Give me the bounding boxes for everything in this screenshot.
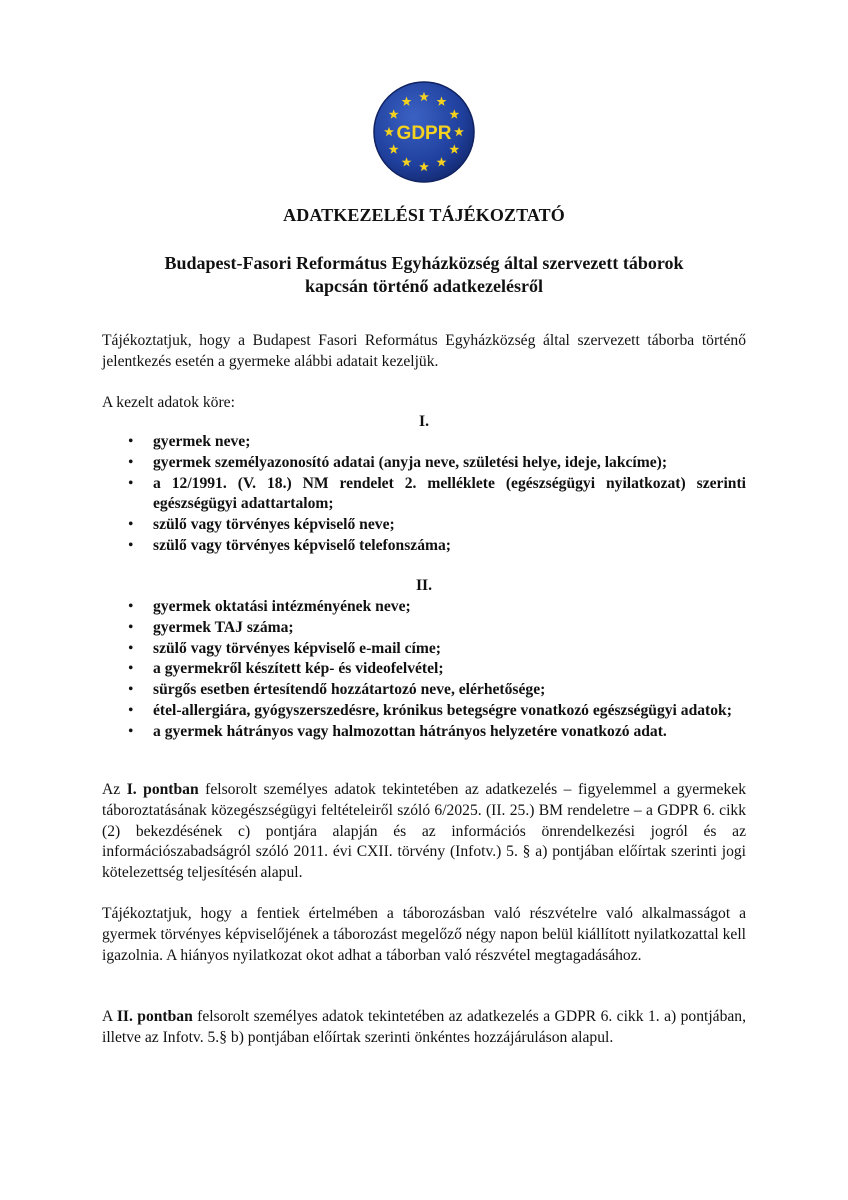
section-1-list (102, 432, 746, 557)
list-item: • szülő vagy törvényes képviselő telefonszáma; (102, 536, 746, 557)
list-item: • a gyermek hátrányos vagy halmozottan hátrányos helyzetére vonatkozó adat. (102, 722, 746, 743)
bullet-icon: • (128, 660, 134, 678)
gdpr-logo (372, 80, 476, 184)
legal-basis-2-paragraph: A II. pontban felsorolt személyes adatok tekintetében az adatkezelés a GDPR 6. cikk 1. a) pontjában, illetve az Infotv. 5.§ b) pontjában előírtak szerinti önkéntes hozzájáruláson alapul. (102, 1008, 746, 1046)
list-item: • szülő vagy törvényes képviselő neve; (102, 515, 746, 536)
list-item: • gyermek TAJ száma; (102, 618, 746, 639)
section-2-list (102, 597, 746, 743)
section-reference: II. pontban (116, 1008, 193, 1025)
list-item: • a 12/1991. (V. 18.) NM rendelet 2. melléklete (egészségügyi nyilatkozat) szerinti egészségügyi adattartalom; (128, 474, 746, 513)
list-item: • gyermek neve; (102, 432, 746, 453)
bullet-icon: • (128, 722, 134, 740)
section-1-heading: I. (419, 413, 429, 430)
legal-basis-1-paragraph: Az I. pontban felsorolt személyes adatok tekintetében az adatkezelés – figyelemmel a gyermekek táboroztatásának közegészségügyi feltételeiről szóló 6/2025. (II. 25.) BM rendeletre – a GDPR 6. cikk (2) bekezdésének c) pontjára alapján és az információs önrendelkezési jogról és az információszabadságról szóló 2011. évi CXII. törvény (Infotv.) 5. § a) pontjában előírtak szerinti jogi kötelezettség teljesítésén alapul. (102, 781, 746, 882)
document-title: ADATKEZELÉSI TÁJÉKOZTATÓ (283, 205, 565, 225)
gdpr-eu-stars-icon (372, 80, 476, 184)
scope-label: A kezelt adatok köre: (102, 394, 235, 411)
list-item: • sürgős esetben értesítendő hozzátartozó neve, elérhetősége; (102, 680, 746, 701)
section-reference: I. pontban (126, 781, 199, 798)
bullet-icon: • (128, 474, 134, 492)
notice-paragraph: Tájékoztatjuk, hogy a fentiek értelmében a táborozásban való részvételre való alkalmasságot a gyermek törvényes képviselőjének a táborozást megelőző négy napon belül kiállított nyilatkozattal kell igazolnia. A hiányos nyilatkozat okot adhat a táborban való részvétel megtagadásához. (102, 905, 746, 964)
list-item: • étel-allergiára, gyógyszerszedésre, krónikus betegségre vonatkozó egészségügyi adatok; (102, 701, 746, 722)
bullet-icon: • (128, 433, 134, 450)
bullet-icon: • (128, 618, 134, 636)
list-item: • a gyermekről készített kép- és videofelvétel; (102, 659, 746, 680)
section-2-heading: II. (415, 577, 433, 594)
document-subtitle (0, 252, 848, 298)
bullet-icon: • (128, 516, 134, 534)
subtitle-line-1: Budapest-Fasori Református Egyházközség által szervezett táborok (164, 253, 684, 273)
bullet-icon: • (128, 701, 134, 719)
list-item: • gyermek személyazonosító adatai (anyja neve, születési helye, ideje, lakcíme); (102, 453, 746, 474)
svg-text:GDPR: GDPR (396, 123, 452, 144)
list-item: • gyermek oktatási intézményének neve; (102, 597, 746, 618)
list-item: • szülő vagy törvényes képviselő e-mail címe; (102, 639, 746, 660)
bullet-icon: • (128, 598, 134, 615)
intro-paragraph: Tájékoztatjuk, hogy a Budapest Fasori Református Egyházközség által szervezett táborba történő jelentkezés esetén a gyermeke alábbi adatait kezeljük. (102, 332, 746, 370)
bullet-icon: • (128, 639, 134, 657)
bullet-icon: • (128, 536, 134, 554)
bullet-icon: • (128, 681, 134, 699)
subtitle-line-2: kapcsán történő adatkezelésről (305, 276, 543, 296)
bullet-icon: • (128, 453, 134, 471)
